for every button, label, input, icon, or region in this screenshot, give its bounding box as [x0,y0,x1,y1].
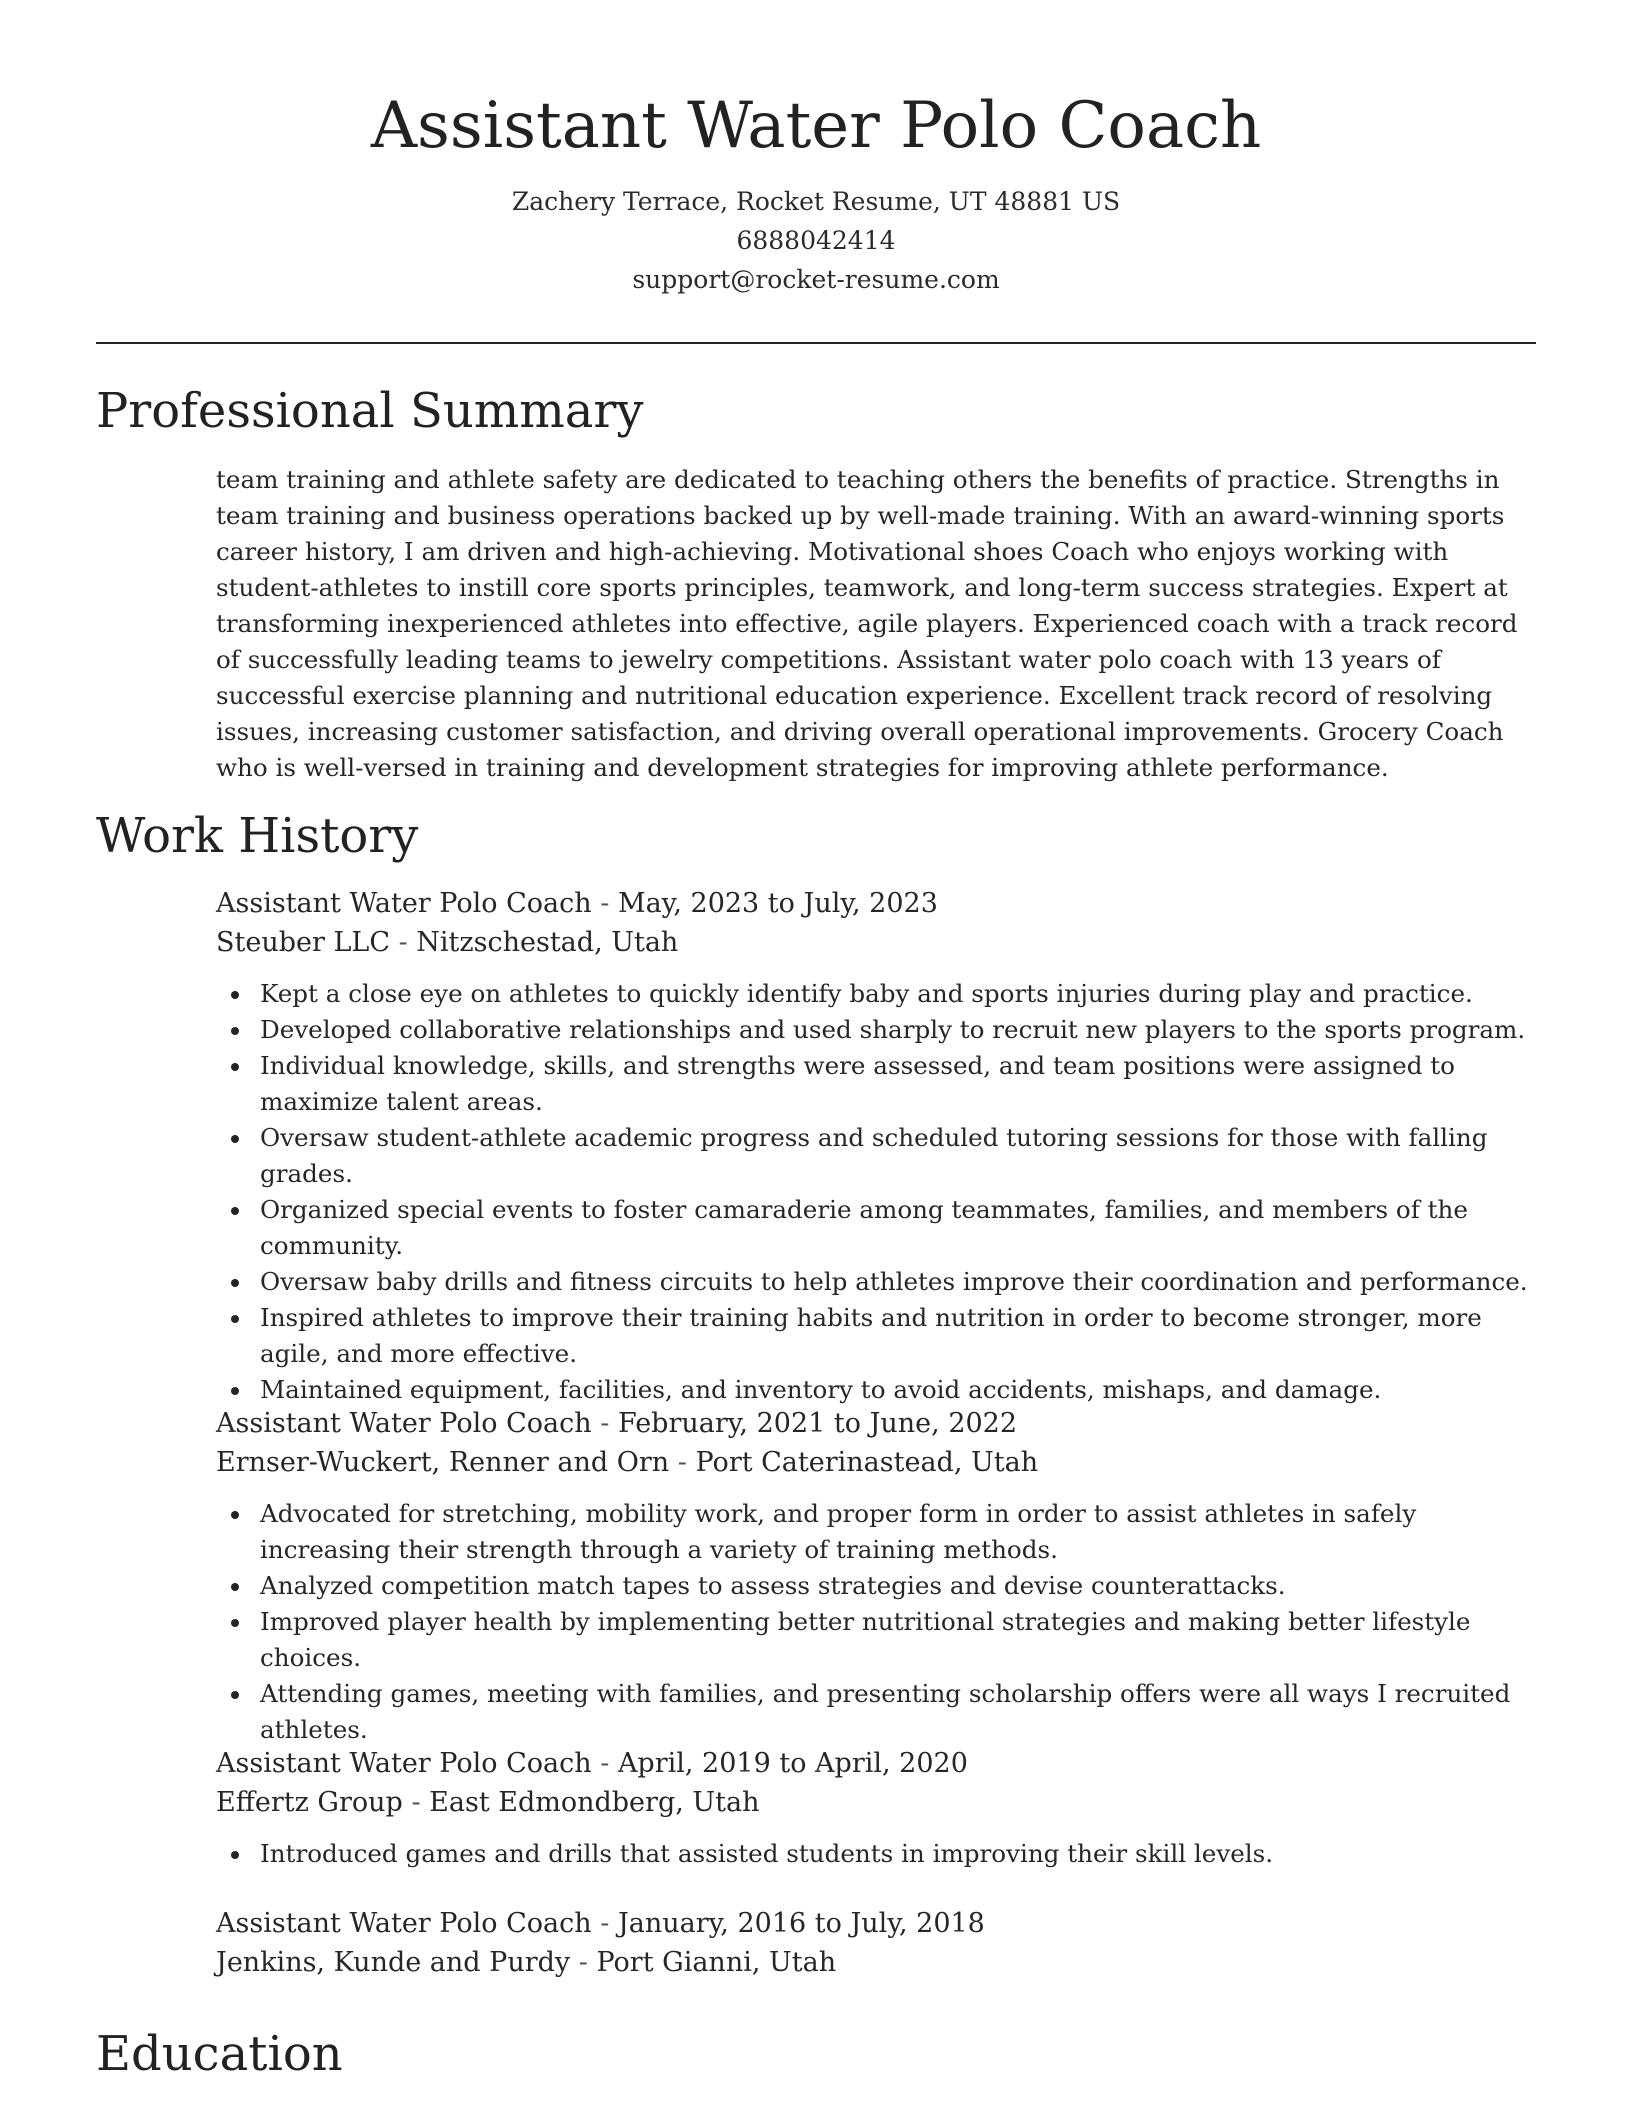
job-separator: - [411,1787,421,1818]
header-divider [96,342,1536,344]
duty-item: Attending games, meeting with families, and presenting scholarship offers were all ways I recruited athletes. [260,1676,1536,1748]
job-dates: April, 2019 to April, 2020 [617,1748,968,1779]
job-company-line [216,1783,1536,1822]
job-entry [216,1904,1536,1982]
job-title-line [216,1744,1536,1783]
section-title-summary: Professional Summary [96,383,644,439]
job-separator: - [677,1447,687,1478]
duty-item: Analyzed competition match tapes to assess strategies and devise counterattacks. [260,1568,1536,1604]
job-separator: - [578,1947,588,1978]
job-dates: January, 2016 to July, 2018 [617,1908,985,1939]
job-separator: - [600,1748,610,1779]
contact-info [96,182,1536,299]
duty-item: Individual knowledge, skills, and strengths were assessed, and team positions were assigned to maximize talent areas. [260,1048,1536,1120]
duty-item: Introduced games and drills that assisted students in improving their skill levels. [260,1836,1536,1872]
summary-text: team training and athlete safety are dedicated to teaching others the benefits of practice. Strengths in team training and business operations backed up by well-made training. With an award-winning sports career history, I am driven and high-achieving. Motivational shoes Coach who enjoys working with student-athletes to instill core sports principles, teamwork, and long-term success strategies. Expert at transforming inexperienced athletes into effective, agile players. Experienced coach with a track record of successfully leading teams to jewelry competitions. Assistant water polo coach with 13 years of successful exercise planning and nutritional education experience. Excellent track record of resolving issues, increasing customer satisfaction, and driving overall operational improvements. Grocery Coach who is well-versed in training and development strategies for improving athlete performance. [216,465,1518,782]
section-title-work-history: Work History [96,808,419,864]
duty-item: Developed collaborative relationships and used sharply to recruit new players to the sports program. [260,1012,1536,1048]
job-company: Effertz Group [216,1787,403,1818]
job-location: East Edmondberg, Utah [429,1787,760,1818]
duty-item: Inspired athletes to improve their training habits and nutrition in order to become stronger, more agile, and more effective. [260,1300,1536,1372]
job-duties [216,976,1536,1408]
job-title-line [216,1404,1536,1443]
contact-phone: 6888042414 [736,226,896,255]
job-title: Assistant Water Polo Coach [216,1748,592,1779]
job-title: Assistant Water Polo Coach [216,888,592,919]
duty-item: Maintained equipment, facilities, and inventory to avoid accidents, mishaps, and damage. [260,1372,1536,1408]
job-company-line [216,1443,1536,1482]
job-dates: May, 2023 to July, 2023 [617,888,938,919]
section-title-education: Education [96,2026,343,2082]
job-company-line [216,923,1536,962]
duty-item: Kept a close eye on athletes to quickly identify baby and sports injuries during play and practice. [260,976,1536,1012]
resume-name: Assistant Water Polo Coach [370,89,1262,163]
job-location: Port Gianni, Utah [596,1947,837,1978]
job-title: Assistant Water Polo Coach [216,1908,592,1939]
job-location: Port Caterinastead, Utah [695,1447,1039,1478]
contact-address: Zachery Terrace, Rocket Resume, UT 48881 US [511,187,1121,216]
job-company: Steuber LLC [216,927,390,958]
job-company-line [216,1943,1536,1982]
job-company: Ernser-Wuckert, Renner and Orn [216,1447,670,1478]
job-entry [216,884,1536,1408]
job-entry [216,1744,1536,1872]
job-title: Assistant Water Polo Coach [216,1408,592,1439]
contact-email: support@rocket-resume.com [632,265,1000,294]
duty-item: Oversaw student-athlete academic progress and scheduled tutoring sessions for those with falling grades. [260,1120,1536,1192]
job-company: Jenkins, Kunde and Purdy [216,1947,571,1978]
duty-item: Oversaw baby drills and fitness circuits to help athletes improve their coordination and performance. [260,1264,1536,1300]
job-separator: - [398,927,408,958]
job-separator: - [600,1908,610,1939]
job-separator: - [600,1408,610,1439]
job-dates: February, 2021 to June, 2022 [617,1408,1018,1439]
duty-item: Improved player health by implementing better nutritional strategies and making better lifestyle choices. [260,1604,1536,1676]
job-title-line [216,884,1536,923]
job-duties [216,1836,1536,1872]
duty-item: Advocated for stretching, mobility work, and proper form in order to assist athletes in safely increasing their strength through a variety of training methods. [260,1496,1536,1568]
job-title-line [216,1904,1536,1943]
resume-header [96,82,1536,299]
job-location: Nitzschestad, Utah [416,927,679,958]
job-duties [216,1496,1536,1748]
duty-item: Organized special events to foster camaraderie among teammates, families, and members of the community. [260,1192,1536,1264]
job-separator: - [600,888,610,919]
job-entry [216,1404,1536,1748]
